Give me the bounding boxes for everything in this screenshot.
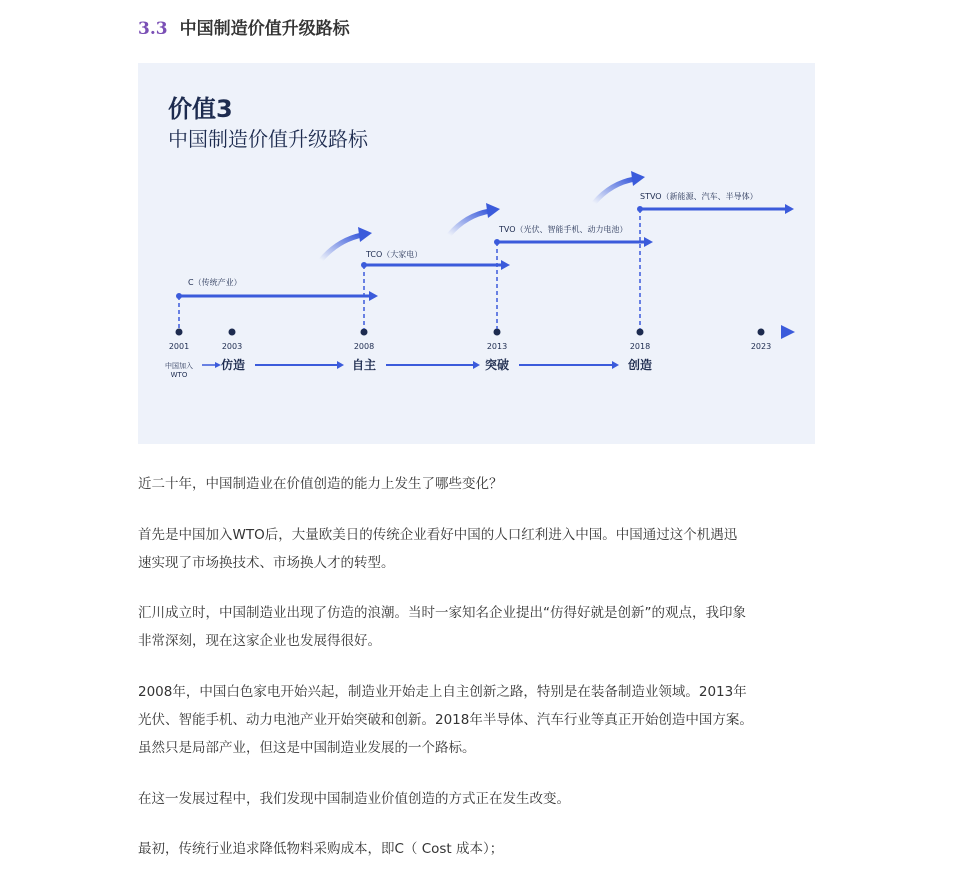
paragraph-2-line-2: 速实现了市场换技术、市场换人才的转型。 (138, 555, 395, 571)
stage-breakthrough: 突破 (484, 358, 510, 372)
paragraph-3 (138, 599, 818, 655)
swoosh-arrowhead-2 (486, 203, 500, 218)
year-dot-2003 (229, 329, 236, 336)
section-title: 中国制造价值升级路标 (179, 19, 350, 39)
tier-c-label: C（传统产业） (188, 278, 242, 287)
section-heading (138, 14, 350, 39)
roadmap-diagram (138, 63, 815, 444)
tier-tvo-arrowhead (644, 237, 653, 247)
paragraph-4-line-2: 光伏、智能手机、动力电池产业开始突破和创新。2018年半导体、汽车行业等真正开始创造中国方案。 (138, 712, 753, 728)
tier-tco-label: TCO（大家电） (366, 250, 423, 259)
figure-title: 价值3 (168, 95, 233, 123)
section-number: 3.3 (138, 19, 168, 39)
stage-arrowhead-2 (473, 361, 480, 369)
stage-copy: 仿造 (220, 358, 246, 372)
swoosh-arrowhead-3 (631, 171, 645, 186)
paragraph-5-line-1: 在这一发展过程中，我们发现中国制造业价值创造的方式正在发生改变。 (138, 791, 570, 807)
year-dot-2018 (637, 329, 644, 336)
year-label-2008: 2008 (353, 342, 375, 351)
tier-stvo-arrowhead (785, 204, 794, 214)
year-label-2018: 2018 (629, 342, 651, 351)
figure-subtitle: 中国制造价值升级路标 (168, 127, 368, 151)
wto-label-line2: WTO (170, 371, 188, 379)
paragraph-6-line-1: 最初，传统行业追求降低物料采购成本，即C（ Cost 成本）； (138, 841, 504, 857)
year-label-2001: 2001 (168, 342, 190, 351)
stage-create: 创造 (627, 358, 653, 372)
paragraph-1-line-1: 近二十年，中国制造业在价值创造的能力上发生了哪些变化？ (138, 476, 503, 492)
year-label-2023: 2023 (750, 342, 772, 351)
year-dot-2001 (176, 329, 183, 336)
paragraph-5 (138, 785, 818, 813)
swoosh-arrowhead-1 (358, 227, 372, 242)
year-label-2013: 2013 (486, 342, 508, 351)
paragraph-1 (138, 470, 818, 498)
paragraph-4 (138, 678, 818, 762)
swoosh-arrow-3 (594, 179, 635, 203)
tier-tco-arrowhead (501, 260, 510, 270)
paragraph-3-line-2: 非常深刻，现在这家企业也发展得很好。 (138, 633, 381, 649)
paragraph-6 (138, 835, 818, 863)
paragraph-4-line-3: 虽然只是局部产业，但这是中国制造业发展的一个路标。 (138, 740, 476, 756)
timeline-axis-arrowhead (781, 325, 795, 339)
stage-independent: 自主 (351, 358, 377, 372)
year-dot-2013 (494, 329, 501, 336)
value-roadmap-figure (138, 63, 815, 444)
swoosh-arrow-1 (321, 235, 362, 260)
swoosh-arrow-2 (449, 211, 490, 235)
wto-label-line1: 中国加入 (165, 362, 193, 370)
paragraph-2-line-1: 首先是中国加入WTO后，大量欧美日的传统企业看好中国的人口红利进入中国。中国通过这个机遇迅 (138, 527, 738, 543)
tier-stvo-label: STVO（新能源、汽车、半导体） (640, 192, 758, 201)
stage-arrowhead-3 (612, 361, 619, 369)
year-dot-2008 (361, 329, 368, 336)
paragraph-4-line-1: 2008年，中国白色家电开始兴起，制造业开始走上自主创新之路，特别是在装备制造业领域。2013年 (138, 684, 747, 700)
tier-tvo-label: TVO（光伏、智能手机、动力电池） (499, 225, 628, 234)
year-dot-2023 (758, 329, 765, 336)
paragraph-3-line-1: 汇川成立时，中国制造业出现了仿造的浪潮。当时一家知名企业提出“仿得好就是创新”的观点，我印象 (138, 605, 746, 621)
tier-c-arrowhead (369, 291, 378, 301)
stage-arrowhead-1 (337, 361, 344, 369)
year-label-2003: 2003 (221, 342, 243, 351)
paragraph-2 (138, 521, 818, 577)
